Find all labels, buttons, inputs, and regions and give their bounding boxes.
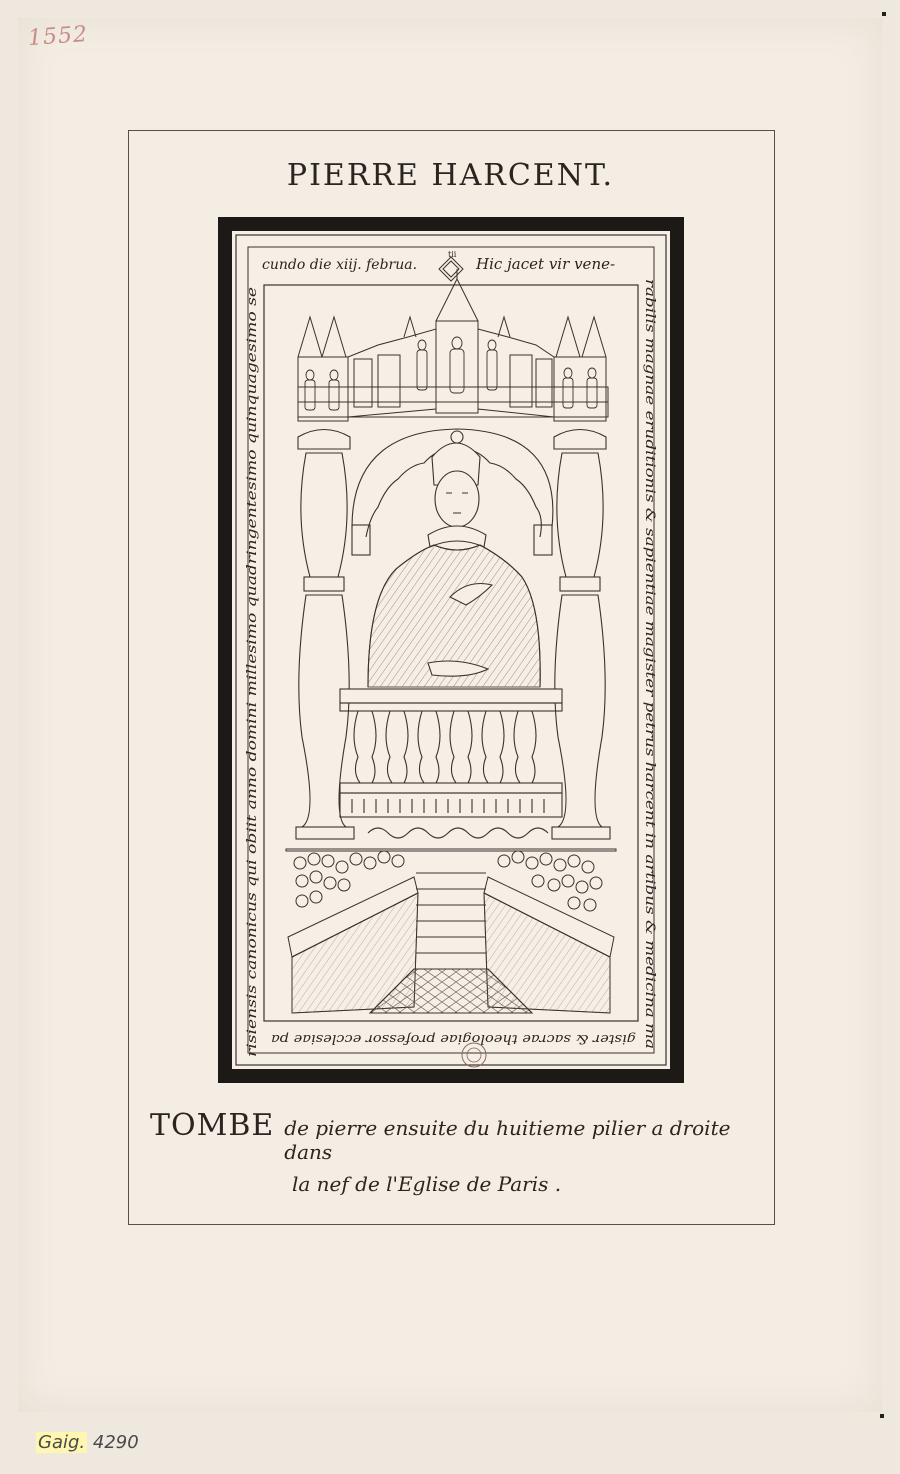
caption-line-1: [150, 1108, 750, 1164]
inscription-left: risiensis canonicus qui obiit anno domini millesimo quadringentesimo quinquagesimo se: [245, 289, 260, 1057]
old-catalog-number: 1552: [27, 21, 89, 52]
corner-mark: [882, 12, 886, 16]
inscription-top-right: Hic jacet vir vene-: [476, 255, 616, 273]
caption-line-2: la nef de l'Eglise de Paris .: [292, 1172, 562, 1196]
shelfmark-prefix: Gaig.: [38, 1432, 86, 1453]
caption-lead: TOMBE: [150, 1108, 275, 1143]
inscription-bottom: gister & sacrae theologiae professor ecclesiae pa: [271, 1031, 636, 1046]
page-title: PIERRE HARCENT.: [286, 158, 615, 193]
caption: [150, 1108, 750, 1196]
inscription-top-left: cundo die xiij. februa.: [262, 257, 418, 273]
inscription-superscript: tii: [448, 250, 457, 259]
corner-mark: [880, 1414, 884, 1418]
caption-text-1: de pierre ensuite du huitieme pilier a droite dans: [284, 1116, 731, 1164]
shelfmark-number: 4290: [92, 1432, 139, 1453]
tomb-drawing: [218, 217, 684, 1083]
inscription-right: rabilis magnae eruditionis & sapientiae magister petrus harcent in artibus & medicina ma: [642, 279, 657, 1047]
tomb-plate: [218, 217, 684, 1083]
shelfmark: [36, 1432, 139, 1453]
